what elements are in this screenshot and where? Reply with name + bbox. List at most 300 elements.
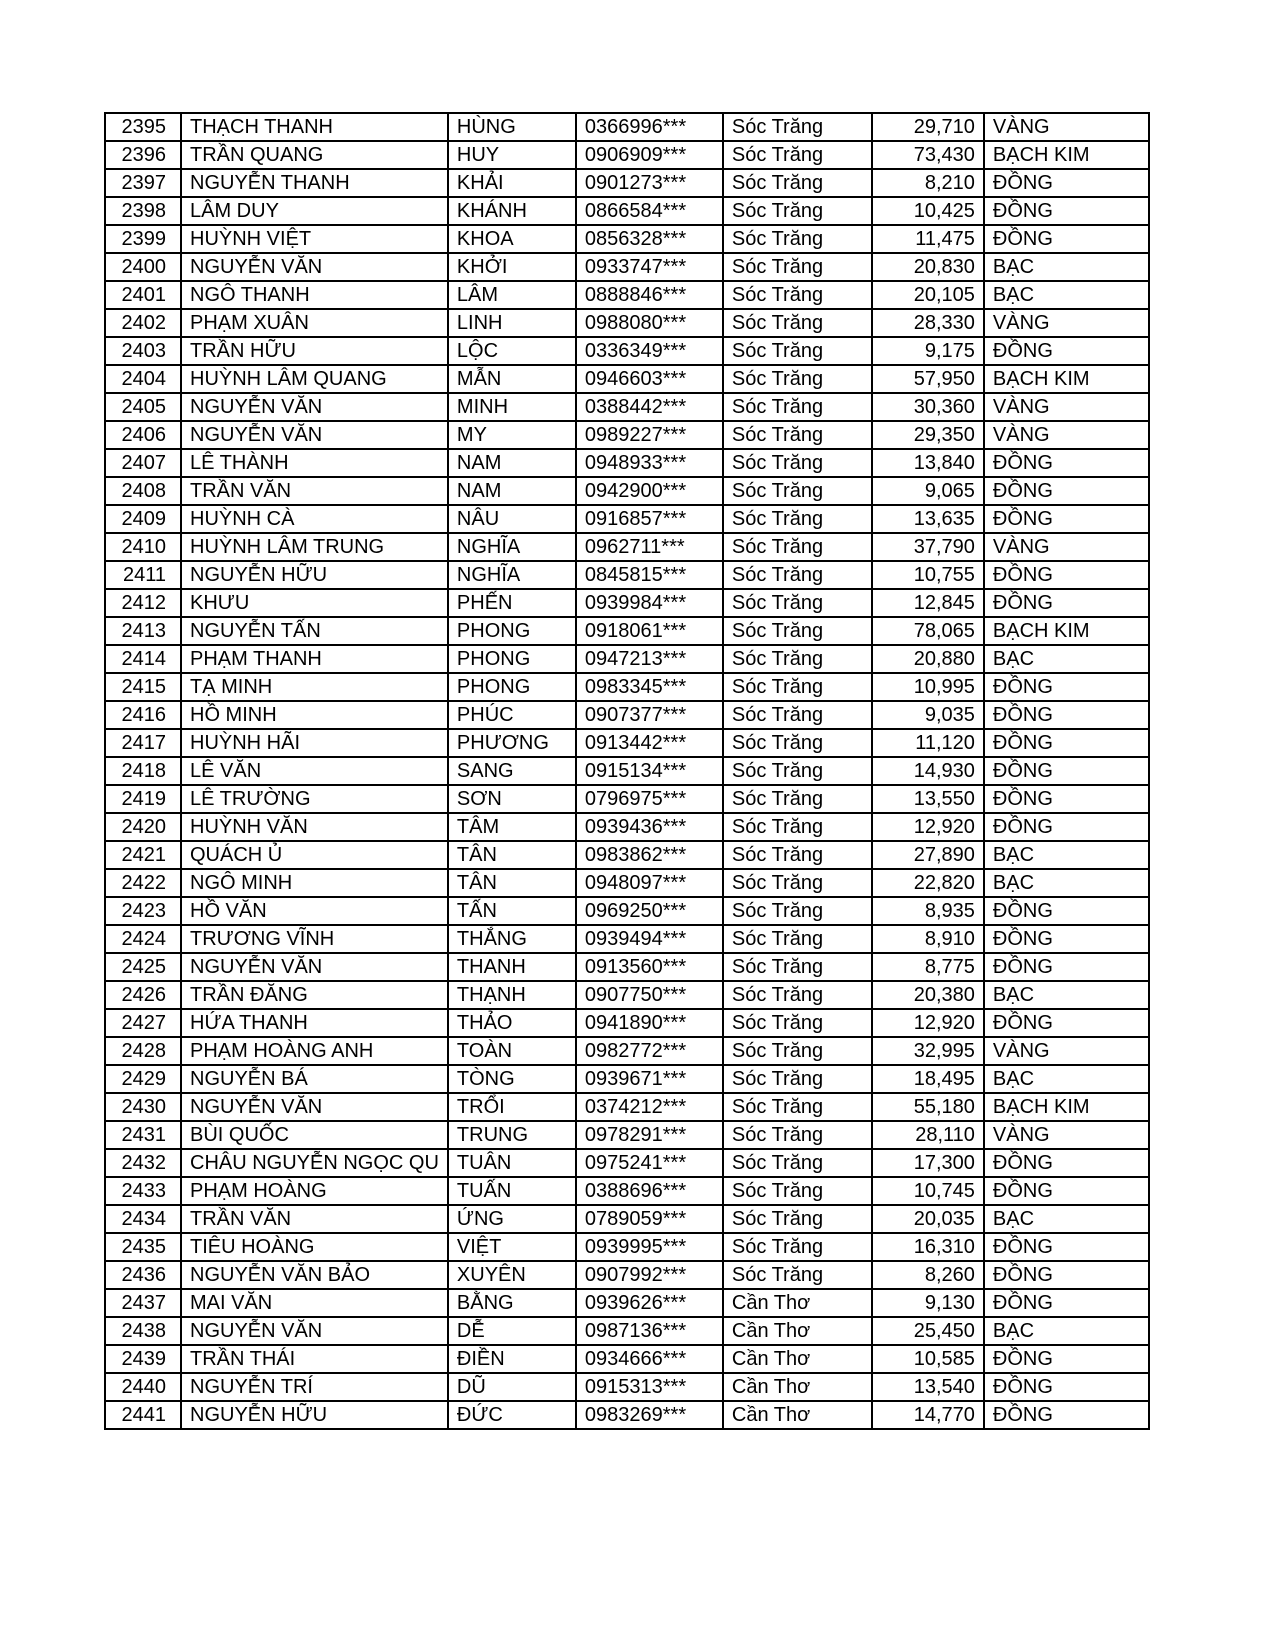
surname-cell: HUỲNH LÂM QUANG [181, 365, 448, 393]
surname-cell: LÊ VĂN [181, 757, 448, 785]
phone-cell: 0866584*** [576, 197, 723, 225]
points-cell: 16,310 [872, 1233, 984, 1261]
table-row [105, 1401, 1149, 1429]
table-row [105, 1121, 1149, 1149]
given-name-cell: HUY [448, 141, 576, 169]
surname-cell: LÊ THÀNH [181, 449, 448, 477]
given-name-cell: PHÚC [448, 701, 576, 729]
stt-cell: 2420 [105, 813, 181, 841]
points-cell: 9,035 [872, 701, 984, 729]
table-row [105, 113, 1149, 141]
province-cell: Sóc Trăng [723, 673, 872, 701]
table-row [105, 1205, 1149, 1233]
stt-cell: 2438 [105, 1317, 181, 1345]
points-cell: 10,425 [872, 197, 984, 225]
given-name-cell: TUÂN [448, 1149, 576, 1177]
surname-cell: HUỲNH VĂN [181, 813, 448, 841]
given-name-cell: ĐỨC [448, 1401, 576, 1429]
phone-cell: 0913560*** [576, 953, 723, 981]
surname-cell: HỨA THANH [181, 1009, 448, 1037]
phone-cell: 0888846*** [576, 281, 723, 309]
table-row [105, 1289, 1149, 1317]
surname-cell: NGÔ MINH [181, 869, 448, 897]
province-cell: Cần Thơ [723, 1317, 872, 1345]
tier-cell: BẠC [984, 281, 1149, 309]
tier-cell: VÀNG [984, 1121, 1149, 1149]
phone-cell: 0901273*** [576, 169, 723, 197]
surname-cell: BÙI QUỐC [181, 1121, 448, 1149]
tier-cell: ĐỒNG [984, 225, 1149, 253]
points-cell: 9,175 [872, 337, 984, 365]
stt-cell: 2404 [105, 365, 181, 393]
given-name-cell: NGHĨA [448, 533, 576, 561]
points-cell: 55,180 [872, 1093, 984, 1121]
surname-cell: KHƯU [181, 589, 448, 617]
points-cell: 20,380 [872, 981, 984, 1009]
surname-cell: TRƯƠNG VĨNH [181, 925, 448, 953]
tier-cell: ĐỒNG [984, 813, 1149, 841]
phone-cell: 0983345*** [576, 673, 723, 701]
stt-cell: 2408 [105, 477, 181, 505]
points-cell: 10,745 [872, 1177, 984, 1205]
phone-cell: 0989227*** [576, 421, 723, 449]
province-cell: Sóc Trăng [723, 253, 872, 281]
phone-cell: 0939494*** [576, 925, 723, 953]
stt-cell: 2425 [105, 953, 181, 981]
phone-cell: 0374212*** [576, 1093, 723, 1121]
phone-cell: 0845815*** [576, 561, 723, 589]
surname-cell: NGUYỄN VĂN [181, 1093, 448, 1121]
tier-cell: BẠC [984, 1065, 1149, 1093]
province-cell: Sóc Trăng [723, 729, 872, 757]
province-cell: Sóc Trăng [723, 1093, 872, 1121]
tier-cell: ĐỒNG [984, 337, 1149, 365]
tier-cell: ĐỒNG [984, 673, 1149, 701]
given-name-cell: TRỔI [448, 1093, 576, 1121]
given-name-cell: TÒNG [448, 1065, 576, 1093]
province-cell: Sóc Trăng [723, 505, 872, 533]
points-cell: 8,935 [872, 897, 984, 925]
tier-cell: ĐỒNG [984, 1009, 1149, 1037]
phone-cell: 0939671*** [576, 1065, 723, 1093]
surname-cell: NGUYỄN HỮU [181, 561, 448, 589]
phone-cell: 0982772*** [576, 1037, 723, 1065]
table-row [105, 785, 1149, 813]
stt-cell: 2412 [105, 589, 181, 617]
table-row [105, 1009, 1149, 1037]
stt-cell: 2415 [105, 673, 181, 701]
province-cell: Sóc Trăng [723, 561, 872, 589]
surname-cell: TRẦN ĐĂNG [181, 981, 448, 1009]
points-cell: 20,105 [872, 281, 984, 309]
surname-cell: PHẠM XUÂN [181, 309, 448, 337]
stt-cell: 2436 [105, 1261, 181, 1289]
province-cell: Sóc Trăng [723, 869, 872, 897]
phone-cell: 0915134*** [576, 757, 723, 785]
phone-cell: 0906909*** [576, 141, 723, 169]
points-cell: 8,210 [872, 169, 984, 197]
table-row [105, 589, 1149, 617]
surname-cell: NGUYỄN HỮU [181, 1401, 448, 1429]
surname-cell: PHẠM THANH [181, 645, 448, 673]
points-cell: 29,710 [872, 113, 984, 141]
surname-cell: PHẠM HOÀNG ANH [181, 1037, 448, 1065]
tier-cell: BẠC [984, 253, 1149, 281]
province-cell: Sóc Trăng [723, 477, 872, 505]
table-row [105, 981, 1149, 1009]
stt-cell: 2409 [105, 505, 181, 533]
stt-cell: 2400 [105, 253, 181, 281]
province-cell: Sóc Trăng [723, 897, 872, 925]
stt-cell: 2423 [105, 897, 181, 925]
points-cell: 78,065 [872, 617, 984, 645]
given-name-cell: TOÀN [448, 1037, 576, 1065]
surname-cell: NGUYỄN VĂN BẢO [181, 1261, 448, 1289]
phone-cell: 0939995*** [576, 1233, 723, 1261]
stt-cell: 2401 [105, 281, 181, 309]
tier-cell: BẠCH KIM [984, 141, 1149, 169]
tier-cell: BẠC [984, 981, 1149, 1009]
given-name-cell: PHONG [448, 617, 576, 645]
table-row [105, 421, 1149, 449]
tier-cell: ĐỒNG [984, 1177, 1149, 1205]
surname-cell: TẠ MINH [181, 673, 448, 701]
province-cell: Sóc Trăng [723, 1261, 872, 1289]
points-cell: 18,495 [872, 1065, 984, 1093]
surname-cell: MAI VĂN [181, 1289, 448, 1317]
given-name-cell: KHẢI [448, 169, 576, 197]
province-cell: Sóc Trăng [723, 225, 872, 253]
province-cell: Sóc Trăng [723, 141, 872, 169]
given-name-cell: LỘC [448, 337, 576, 365]
surname-cell: LÂM DUY [181, 197, 448, 225]
tier-cell: ĐỒNG [984, 1345, 1149, 1373]
table-row [105, 729, 1149, 757]
stt-cell: 2395 [105, 113, 181, 141]
province-cell: Sóc Trăng [723, 309, 872, 337]
surname-cell: NGUYỄN THANH [181, 169, 448, 197]
tier-cell: VÀNG [984, 421, 1149, 449]
stt-cell: 2429 [105, 1065, 181, 1093]
points-cell: 10,755 [872, 561, 984, 589]
surname-cell: TRẦN VĂN [181, 477, 448, 505]
stt-cell: 2428 [105, 1037, 181, 1065]
points-cell: 25,450 [872, 1317, 984, 1345]
stt-cell: 2437 [105, 1289, 181, 1317]
points-cell: 28,110 [872, 1121, 984, 1149]
phone-cell: 0939436*** [576, 813, 723, 841]
table-row [105, 365, 1149, 393]
table-row [105, 1149, 1149, 1177]
stt-cell: 2396 [105, 141, 181, 169]
given-name-cell: SƠN [448, 785, 576, 813]
points-cell: 13,840 [872, 449, 984, 477]
stt-cell: 2440 [105, 1373, 181, 1401]
stt-cell: 2432 [105, 1149, 181, 1177]
tier-cell: ĐỒNG [984, 561, 1149, 589]
table-row [105, 1345, 1149, 1373]
phone-cell: 0947213*** [576, 645, 723, 673]
phone-cell: 0948097*** [576, 869, 723, 897]
tier-cell: ĐỒNG [984, 1149, 1149, 1177]
tier-cell: VÀNG [984, 1037, 1149, 1065]
phone-cell: 0946603*** [576, 365, 723, 393]
points-cell: 8,775 [872, 953, 984, 981]
surname-cell: HUỲNH CÀ [181, 505, 448, 533]
stt-cell: 2431 [105, 1121, 181, 1149]
province-cell: Sóc Trăng [723, 1009, 872, 1037]
points-cell: 73,430 [872, 141, 984, 169]
phone-cell: 0934666*** [576, 1345, 723, 1373]
phone-cell: 0388696*** [576, 1177, 723, 1205]
given-name-cell: ĐIỀN [448, 1345, 576, 1373]
surname-cell: HUỲNH HÃI [181, 729, 448, 757]
given-name-cell: PHẾN [448, 589, 576, 617]
tier-cell: ĐỒNG [984, 757, 1149, 785]
province-cell: Sóc Trăng [723, 757, 872, 785]
province-cell: Sóc Trăng [723, 393, 872, 421]
phone-cell: 0789059*** [576, 1205, 723, 1233]
table-row [105, 141, 1149, 169]
given-name-cell: NGHĨA [448, 561, 576, 589]
table-row [105, 393, 1149, 421]
given-name-cell: THẢO [448, 1009, 576, 1037]
surname-cell: HUỲNH VIỆT [181, 225, 448, 253]
points-cell: 8,260 [872, 1261, 984, 1289]
stt-cell: 2407 [105, 449, 181, 477]
tier-cell: BẠC [984, 841, 1149, 869]
given-name-cell: LÂM [448, 281, 576, 309]
surname-cell: CHÂU NGUYỄN NGỌC QU [181, 1149, 448, 1177]
points-cell: 22,820 [872, 869, 984, 897]
points-cell: 11,475 [872, 225, 984, 253]
member-table [104, 112, 1150, 1430]
given-name-cell: THANH [448, 953, 576, 981]
table-row [105, 617, 1149, 645]
tier-cell: BẠC [984, 645, 1149, 673]
surname-cell: LÊ TRƯỜNG [181, 785, 448, 813]
stt-cell: 2427 [105, 1009, 181, 1037]
given-name-cell: NAM [448, 477, 576, 505]
given-name-cell: BẰNG [448, 1289, 576, 1317]
tier-cell: VÀNG [984, 533, 1149, 561]
points-cell: 28,330 [872, 309, 984, 337]
given-name-cell: SANG [448, 757, 576, 785]
table-row [105, 1233, 1149, 1261]
province-cell: Sóc Trăng [723, 953, 872, 981]
table-row [105, 309, 1149, 337]
stt-cell: 2424 [105, 925, 181, 953]
province-cell: Sóc Trăng [723, 785, 872, 813]
province-cell: Cần Thơ [723, 1373, 872, 1401]
table-row [105, 533, 1149, 561]
stt-cell: 2418 [105, 757, 181, 785]
province-cell: Cần Thơ [723, 1289, 872, 1317]
stt-cell: 2399 [105, 225, 181, 253]
table-row [105, 169, 1149, 197]
points-cell: 20,035 [872, 1205, 984, 1233]
province-cell: Sóc Trăng [723, 981, 872, 1009]
phone-cell: 0962711*** [576, 533, 723, 561]
table-row [105, 1317, 1149, 1345]
tier-cell: VÀNG [984, 113, 1149, 141]
phone-cell: 0796975*** [576, 785, 723, 813]
points-cell: 11,120 [872, 729, 984, 757]
points-cell: 14,770 [872, 1401, 984, 1429]
given-name-cell: HÙNG [448, 113, 576, 141]
tier-cell: BẠCH KIM [984, 617, 1149, 645]
surname-cell: NGUYỄN VĂN [181, 421, 448, 449]
stt-cell: 2403 [105, 337, 181, 365]
phone-cell: 0388442*** [576, 393, 723, 421]
table-row [105, 813, 1149, 841]
phone-cell: 0918061*** [576, 617, 723, 645]
given-name-cell: PHONG [448, 645, 576, 673]
tier-cell: BẠC [984, 869, 1149, 897]
tier-cell: ĐỒNG [984, 1401, 1149, 1429]
province-cell: Sóc Trăng [723, 281, 872, 309]
phone-cell: 0941890*** [576, 1009, 723, 1037]
points-cell: 8,910 [872, 925, 984, 953]
given-name-cell: TẤN [448, 897, 576, 925]
stt-cell: 2402 [105, 309, 181, 337]
phone-cell: 0907377*** [576, 701, 723, 729]
given-name-cell: KHỞI [448, 253, 576, 281]
surname-cell: HỒ MINH [181, 701, 448, 729]
surname-cell: NGUYỄN BÁ [181, 1065, 448, 1093]
phone-cell: 0916857*** [576, 505, 723, 533]
given-name-cell: KHÁNH [448, 197, 576, 225]
province-cell: Sóc Trăng [723, 1205, 872, 1233]
tier-cell: ĐỒNG [984, 897, 1149, 925]
province-cell: Sóc Trăng [723, 813, 872, 841]
table-row [105, 449, 1149, 477]
province-cell: Sóc Trăng [723, 197, 872, 225]
tier-cell: ĐỒNG [984, 1261, 1149, 1289]
province-cell: Sóc Trăng [723, 617, 872, 645]
given-name-cell: MY [448, 421, 576, 449]
stt-cell: 2435 [105, 1233, 181, 1261]
phone-cell: 0969250*** [576, 897, 723, 925]
stt-cell: 2422 [105, 869, 181, 897]
stt-cell: 2416 [105, 701, 181, 729]
given-name-cell: TUẤN [448, 1177, 576, 1205]
table-row [105, 1065, 1149, 1093]
province-cell: Sóc Trăng [723, 645, 872, 673]
table-row [105, 1177, 1149, 1205]
table-row [105, 1373, 1149, 1401]
given-name-cell: XUYÊN [448, 1261, 576, 1289]
tier-cell: ĐỒNG [984, 197, 1149, 225]
province-cell: Sóc Trăng [723, 589, 872, 617]
province-cell: Sóc Trăng [723, 925, 872, 953]
tier-cell: ĐỒNG [984, 505, 1149, 533]
table-row [105, 561, 1149, 589]
points-cell: 12,920 [872, 1009, 984, 1037]
tier-cell: ĐỒNG [984, 589, 1149, 617]
province-cell: Sóc Trăng [723, 169, 872, 197]
phone-cell: 0978291*** [576, 1121, 723, 1149]
stt-cell: 2441 [105, 1401, 181, 1429]
stt-cell: 2433 [105, 1177, 181, 1205]
table-row [105, 477, 1149, 505]
table-row [105, 757, 1149, 785]
given-name-cell: PHƯƠNG [448, 729, 576, 757]
table-row [105, 337, 1149, 365]
points-cell: 32,995 [872, 1037, 984, 1065]
tier-cell: BẠC [984, 1317, 1149, 1345]
tier-cell: ĐỒNG [984, 925, 1149, 953]
table-row [105, 673, 1149, 701]
table-row [105, 925, 1149, 953]
province-cell: Sóc Trăng [723, 1177, 872, 1205]
tier-cell: ĐỒNG [984, 169, 1149, 197]
phone-cell: 0939984*** [576, 589, 723, 617]
given-name-cell: TRUNG [448, 1121, 576, 1149]
phone-cell: 0948933*** [576, 449, 723, 477]
table-row [105, 953, 1149, 981]
surname-cell: NGUYỄN VĂN [181, 253, 448, 281]
given-name-cell: TÂN [448, 869, 576, 897]
phone-cell: 0336349*** [576, 337, 723, 365]
tier-cell: ĐỒNG [984, 477, 1149, 505]
tier-cell: ĐỒNG [984, 701, 1149, 729]
phone-cell: 0856328*** [576, 225, 723, 253]
points-cell: 10,585 [872, 1345, 984, 1373]
points-cell: 13,550 [872, 785, 984, 813]
stt-cell: 2411 [105, 561, 181, 589]
surname-cell: TRẦN VĂN [181, 1205, 448, 1233]
phone-cell: 0983269*** [576, 1401, 723, 1429]
province-cell: Sóc Trăng [723, 1065, 872, 1093]
stt-cell: 2421 [105, 841, 181, 869]
tier-cell: VÀNG [984, 393, 1149, 421]
province-cell: Sóc Trăng [723, 1233, 872, 1261]
stt-cell: 2410 [105, 533, 181, 561]
phone-cell: 0988080*** [576, 309, 723, 337]
phone-cell: 0933747*** [576, 253, 723, 281]
surname-cell: TIÊU HOÀNG [181, 1233, 448, 1261]
province-cell: Cần Thơ [723, 1401, 872, 1429]
surname-cell: NGÔ THANH [181, 281, 448, 309]
points-cell: 12,845 [872, 589, 984, 617]
phone-cell: 0913442*** [576, 729, 723, 757]
surname-cell: PHẠM HOÀNG [181, 1177, 448, 1205]
given-name-cell: ỨNG [448, 1205, 576, 1233]
table-row [105, 505, 1149, 533]
points-cell: 13,540 [872, 1373, 984, 1401]
given-name-cell: DỄ [448, 1317, 576, 1345]
phone-cell: 0366996*** [576, 113, 723, 141]
surname-cell: NGUYỄN VĂN [181, 393, 448, 421]
stt-cell: 2414 [105, 645, 181, 673]
table-row [105, 897, 1149, 925]
given-name-cell: THẮNG [448, 925, 576, 953]
stt-cell: 2439 [105, 1345, 181, 1373]
stt-cell: 2405 [105, 393, 181, 421]
surname-cell: TRẦN THÁI [181, 1345, 448, 1373]
points-cell: 17,300 [872, 1149, 984, 1177]
points-cell: 14,930 [872, 757, 984, 785]
stt-cell: 2406 [105, 421, 181, 449]
phone-cell: 0915313*** [576, 1373, 723, 1401]
surname-cell: NGUYỄN VĂN [181, 953, 448, 981]
points-cell: 29,350 [872, 421, 984, 449]
tier-cell: ĐỒNG [984, 953, 1149, 981]
surname-cell: QUÁCH Ủ [181, 841, 448, 869]
surname-cell: HỒ VĂN [181, 897, 448, 925]
tier-cell: BẠCH KIM [984, 365, 1149, 393]
